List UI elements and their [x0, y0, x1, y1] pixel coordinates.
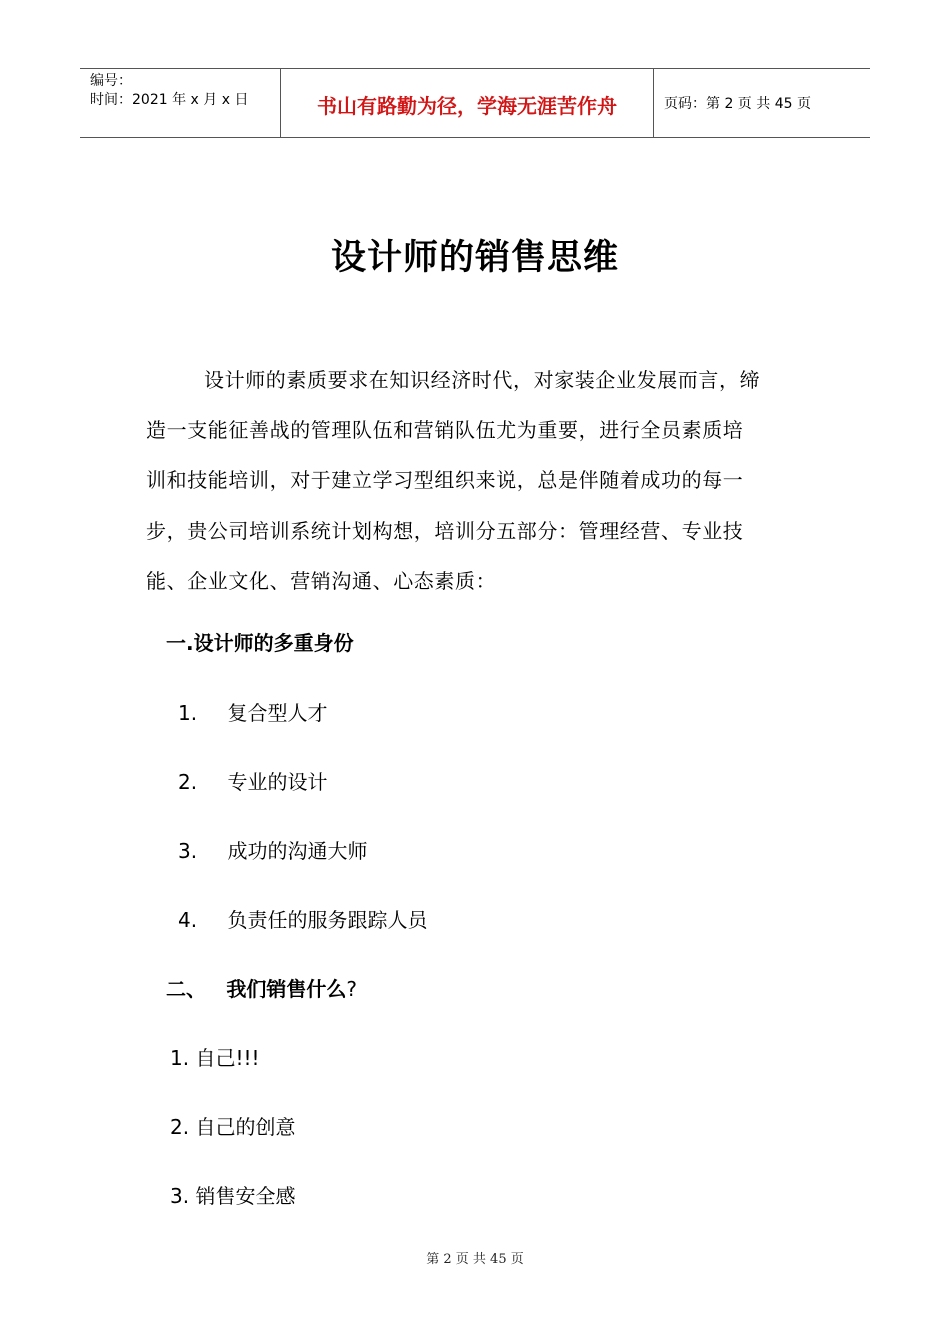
document-header	[80, 68, 870, 138]
list-item	[178, 697, 327, 726]
list-item-number: 4.	[178, 908, 198, 932]
list-item-number: 2.	[178, 770, 198, 794]
section1-heading: 一.设计师的多重身份	[166, 631, 354, 655]
list-item	[178, 766, 327, 795]
intro-line: 造一支能征善战的管理队伍和营销队伍尤为重要，进行全员素质培	[146, 418, 744, 443]
intro-line: 步，贵公司培训系统计划构想，培训分五部分：管理经营、专业技	[146, 518, 744, 543]
section2-heading-text: 我们销售什么	[226, 977, 347, 1001]
list-item	[178, 904, 427, 933]
header-number-label: 编号：	[90, 73, 132, 89]
intro-line: 训和技能培训，对于建立学习型组织来说，总是伴随着成功的每一	[146, 468, 744, 493]
list-item-text: 复合型人才	[227, 701, 328, 725]
intro-line: 能、企业文化、营销沟通、心态素质：	[146, 568, 497, 593]
list-item-text: 成功的沟通大师	[227, 839, 368, 863]
list-item: 2. 自己的创意	[170, 1115, 296, 1139]
section2-heading	[166, 973, 357, 1002]
header-page-info: 页码：第 2 页 共 45 页	[664, 96, 811, 112]
header-time-label: 时间：2021 年 x 月 x 日	[90, 92, 249, 108]
section2-heading-number: 二、	[166, 977, 206, 1001]
list-item-text: 负责任的服务跟踪人员	[227, 908, 428, 932]
list-item-text: 专业的设计	[227, 770, 328, 794]
page-footer: 第 2 页 共 45 页	[426, 1252, 524, 1267]
intro-paragraph	[146, 355, 808, 606]
section2-heading-mark: ?	[346, 977, 357, 1001]
header-meta	[80, 69, 281, 137]
list-item-number: 1.	[178, 701, 198, 725]
list-item: 3. 销售安全感	[170, 1184, 296, 1208]
header-motto: 书山有路勤为径，学海无涯苦作舟	[281, 69, 654, 137]
page-title: 设计师的销售思维	[330, 238, 619, 278]
list-item	[178, 835, 367, 864]
list-item-number: 3.	[178, 839, 198, 863]
intro-line: 设计师的素质要求在知识经济时代，对家装企业发展而言，缔	[204, 368, 761, 392]
list-item: 1. 自己!!!	[170, 1046, 260, 1070]
